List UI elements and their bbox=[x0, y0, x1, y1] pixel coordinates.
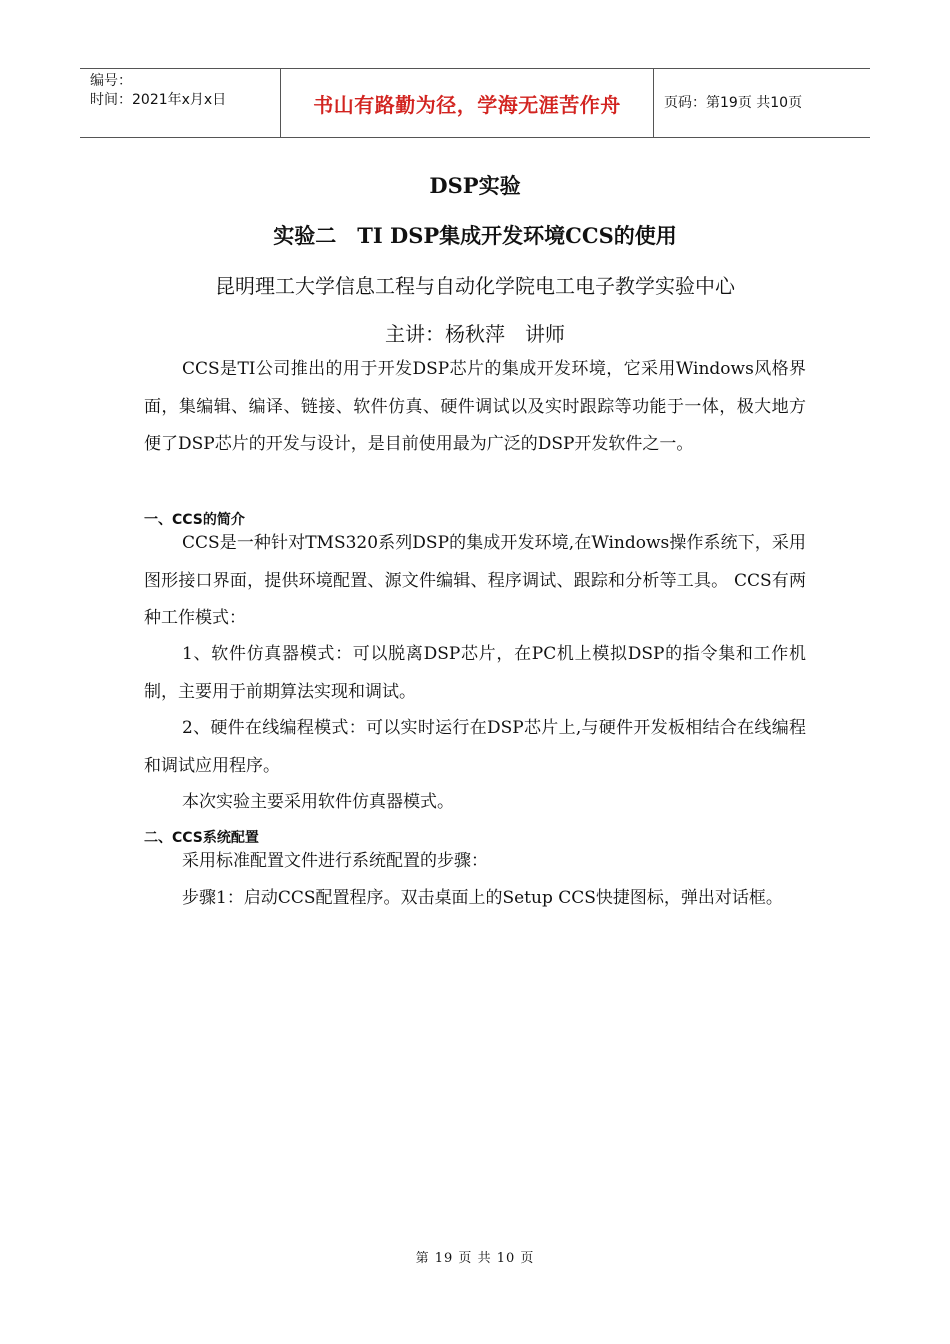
section-heading-config: 二、CCS系统配置 bbox=[144, 830, 259, 846]
section-heading-intro: 一、CCS的简介 bbox=[144, 512, 245, 528]
page-header bbox=[80, 68, 870, 138]
lecturer-line: 主讲：杨秋萍 讲师 bbox=[385, 322, 565, 346]
document-subtitle: 实验二 TI DSP集成开发环境CCS的使用 bbox=[273, 223, 677, 248]
document-id-label: 编号： bbox=[90, 73, 132, 89]
header-motto-cell bbox=[281, 69, 654, 137]
section1-paragraph-4: 本次实验主要采用软件仿真器模式。 bbox=[182, 792, 454, 812]
header-page-cell bbox=[654, 69, 870, 137]
document-title: DSP实验 bbox=[429, 173, 521, 198]
section1-paragraph-2: 1、软件仿真器模式：可以脱离DSP芯片，在PC机上模拟DSP的指令集和工作机制，主要用于前期算法实现和调试。 bbox=[144, 644, 806, 702]
header-motto: 书山有路勤为径，学海无涯苦作舟 bbox=[313, 92, 621, 117]
section2-paragraph-1: 采用标准配置文件进行系统配置的步骤： bbox=[182, 851, 488, 871]
page-footer: 第 19 页 共 10 页 bbox=[415, 1251, 535, 1266]
header-meta-cell bbox=[80, 69, 281, 137]
intro-paragraph: CCS是TI公司推出的用于开发DSP芯片的集成开发环境，它采用Windows风格界面，集编辑、编译、链接、软件仿真、硬件调试以及实时跟踪等功能于一体，极大地方便了DSP芯片的开发与设计，是目前使用最为广泛的DSP开发软件之一。 bbox=[144, 359, 806, 454]
header-page-info: 页码：第19页 共10页 bbox=[664, 95, 803, 111]
section1-paragraph-3: 2、硬件在线编程模式：可以实时运行在DSP芯片上,与硬件开发板相结合在线编程和调试应用程序。 bbox=[144, 718, 806, 776]
document-time-label: 时间：2021年x月x日 bbox=[90, 92, 227, 108]
section1-paragraph-1: CCS是一种针对TMS320系列DSP的集成开发环境,在Windows操作系统下，采用图形接口界面，提供环境配置、源文件编辑、程序调试、跟踪和分析等工具。 CCS有两种工作模式： bbox=[144, 533, 806, 628]
section2-paragraph-2: 步骤1：启动CCS配置程序。双击桌面上的Setup CCS快捷图标，弹出对话框。 bbox=[182, 888, 783, 908]
institution-line: 昆明理工大学信息工程与自动化学院电工电子教学实验中心 bbox=[215, 274, 735, 298]
